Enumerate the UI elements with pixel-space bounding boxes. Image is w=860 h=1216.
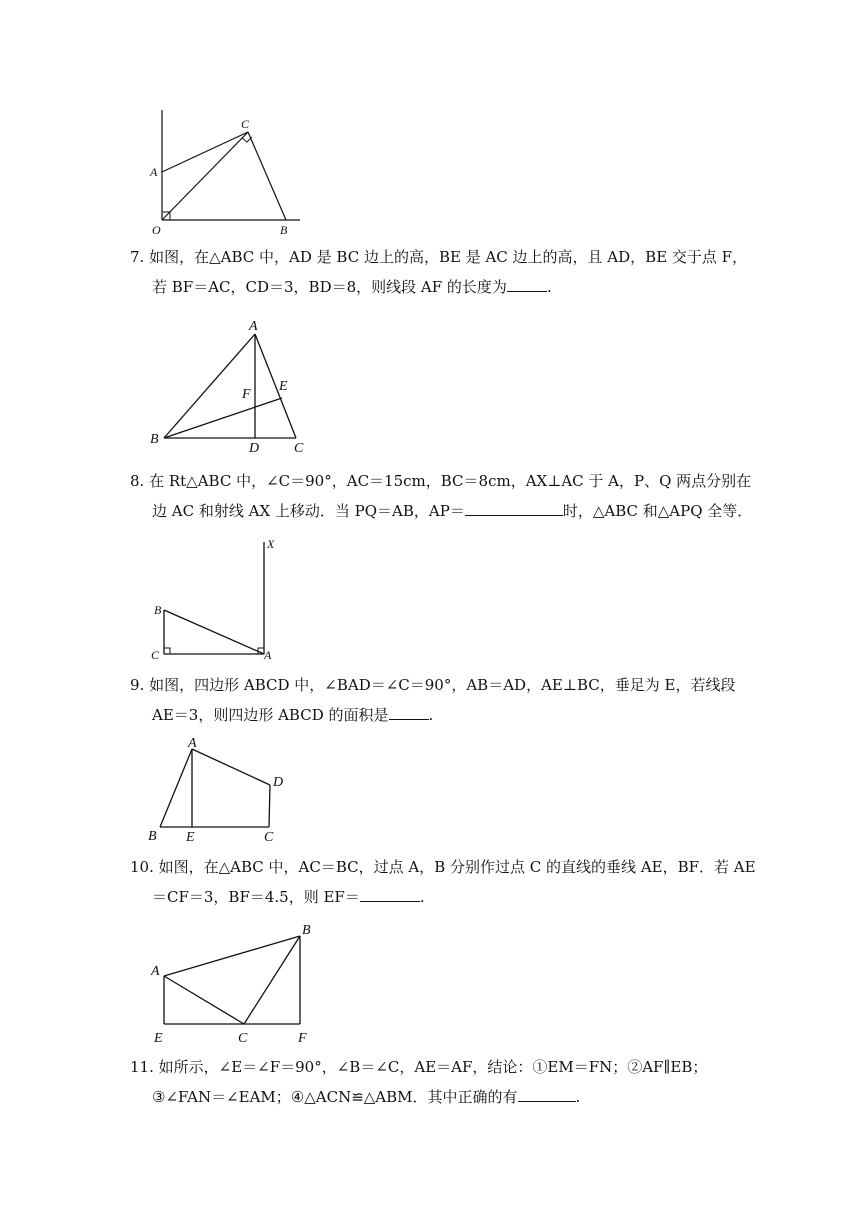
question-text-line-end: . bbox=[428, 706, 434, 724]
question-text-line-2: AE＝3，则四边形 ABCD 的面积是 bbox=[152, 706, 389, 724]
question-11 bbox=[130, 1052, 740, 1112]
figure-q9 bbox=[144, 733, 294, 845]
fig10-label-b: B bbox=[302, 923, 311, 938]
question-text-line-1: 如所示，∠E＝∠F＝90°，∠B＝∠C，AE＝AF，结论：①EM＝FN；②AF∥EB； bbox=[158, 1058, 708, 1076]
fig10-label-c: C bbox=[238, 1031, 248, 1046]
question-text-line-end: 时，△ABC 和△APQ 全等． bbox=[562, 502, 753, 520]
question-number: 8. bbox=[130, 472, 145, 490]
question-number: 7. bbox=[130, 248, 145, 266]
fig6-label-c: C bbox=[241, 117, 250, 131]
question-text-line-1: 如图，四边形 ABCD 中，∠BAD＝∠C＝90°，AB＝AD，AE⊥BC，垂足为 E，若线段 bbox=[149, 676, 736, 694]
figure-q10-svg bbox=[146, 918, 326, 1048]
fig10-label-a: A bbox=[151, 964, 160, 979]
fig10-label-f: F bbox=[298, 1031, 307, 1046]
figure-q7-svg bbox=[148, 314, 318, 454]
fig9-label-a: A bbox=[188, 736, 197, 751]
fig10-label-e: E bbox=[154, 1031, 163, 1046]
answer-blank[interactable] bbox=[360, 886, 420, 902]
question-text-line-1: 在 Rt△ABC 中，∠C＝90°，AC＝15cm，BC＝8cm，AX⊥AC 于 A，P、Q 两点分别在 bbox=[149, 472, 752, 490]
fig8-label-c: C bbox=[151, 648, 160, 662]
fig9-label-b: B bbox=[148, 829, 157, 844]
question-9 bbox=[130, 670, 740, 730]
fig8-label-b: B bbox=[154, 603, 162, 617]
question-text-line-2: ＝CF＝3，BF＝4.5，则 EF＝ bbox=[152, 888, 360, 906]
fig7-label-a: A bbox=[249, 319, 258, 334]
question-text-line-end: . bbox=[546, 278, 552, 296]
answer-blank[interactable] bbox=[518, 1086, 576, 1102]
question-number: 11. bbox=[130, 1058, 154, 1076]
fig7-label-d: D bbox=[249, 441, 260, 454]
question-8 bbox=[130, 466, 753, 526]
fig9-label-e: E bbox=[186, 830, 195, 845]
question-text-line-2: 边 AC 和射线 AX 上移动．当 PQ＝AB，AP＝ bbox=[152, 502, 465, 520]
fig7-label-b: B bbox=[150, 432, 159, 447]
fig6-label-b: B bbox=[280, 223, 288, 237]
fig7-label-f: F bbox=[242, 387, 251, 402]
figure-q8-svg bbox=[146, 534, 296, 664]
question-number: 9. bbox=[130, 676, 145, 694]
fig6-label-a: A bbox=[150, 165, 158, 179]
fig7-label-c: C bbox=[294, 441, 304, 454]
question-text-line-end: . bbox=[419, 888, 425, 906]
question-text-line-end: . bbox=[575, 1088, 581, 1106]
question-7 bbox=[130, 242, 748, 302]
fig9-label-d: D bbox=[273, 775, 284, 790]
fig7-label-e: E bbox=[279, 379, 288, 394]
figure-q6-svg bbox=[140, 100, 320, 240]
question-text-line-1: 如图，在△ABC 中，AC＝BC，过点 A，B 分别作过点 C 的直线的垂线 AE，BF．若 AE bbox=[158, 858, 756, 876]
figure-q6 bbox=[140, 100, 320, 240]
answer-blank[interactable] bbox=[507, 276, 547, 292]
fig8-label-x: X bbox=[267, 537, 275, 551]
figure-q10 bbox=[146, 918, 326, 1048]
fig9-label-c: C bbox=[264, 830, 274, 845]
question-text-line-2: 若 BF＝AC，CD＝3，BD＝8，则线段 AF 的长度为 bbox=[152, 278, 507, 296]
figure-q7 bbox=[148, 314, 318, 454]
question-number: 10. bbox=[130, 858, 154, 876]
question-10 bbox=[130, 852, 756, 912]
figure-q8 bbox=[146, 534, 296, 664]
fig6-label-o: O bbox=[152, 223, 161, 237]
fig8-label-a: A bbox=[264, 648, 272, 662]
figure-q9-svg bbox=[144, 733, 294, 845]
answer-blank[interactable] bbox=[389, 704, 429, 720]
question-text-line-2: ③∠FAN＝∠EAM；④△ACN≌△ABM．其中正确的有 bbox=[152, 1088, 518, 1106]
question-text-line-1: 如图，在△ABC 中，AD 是 BC 边上的高，BE 是 AC 边上的高，且 AD，BE 交于点 F， bbox=[149, 248, 748, 266]
answer-blank[interactable] bbox=[465, 500, 563, 516]
